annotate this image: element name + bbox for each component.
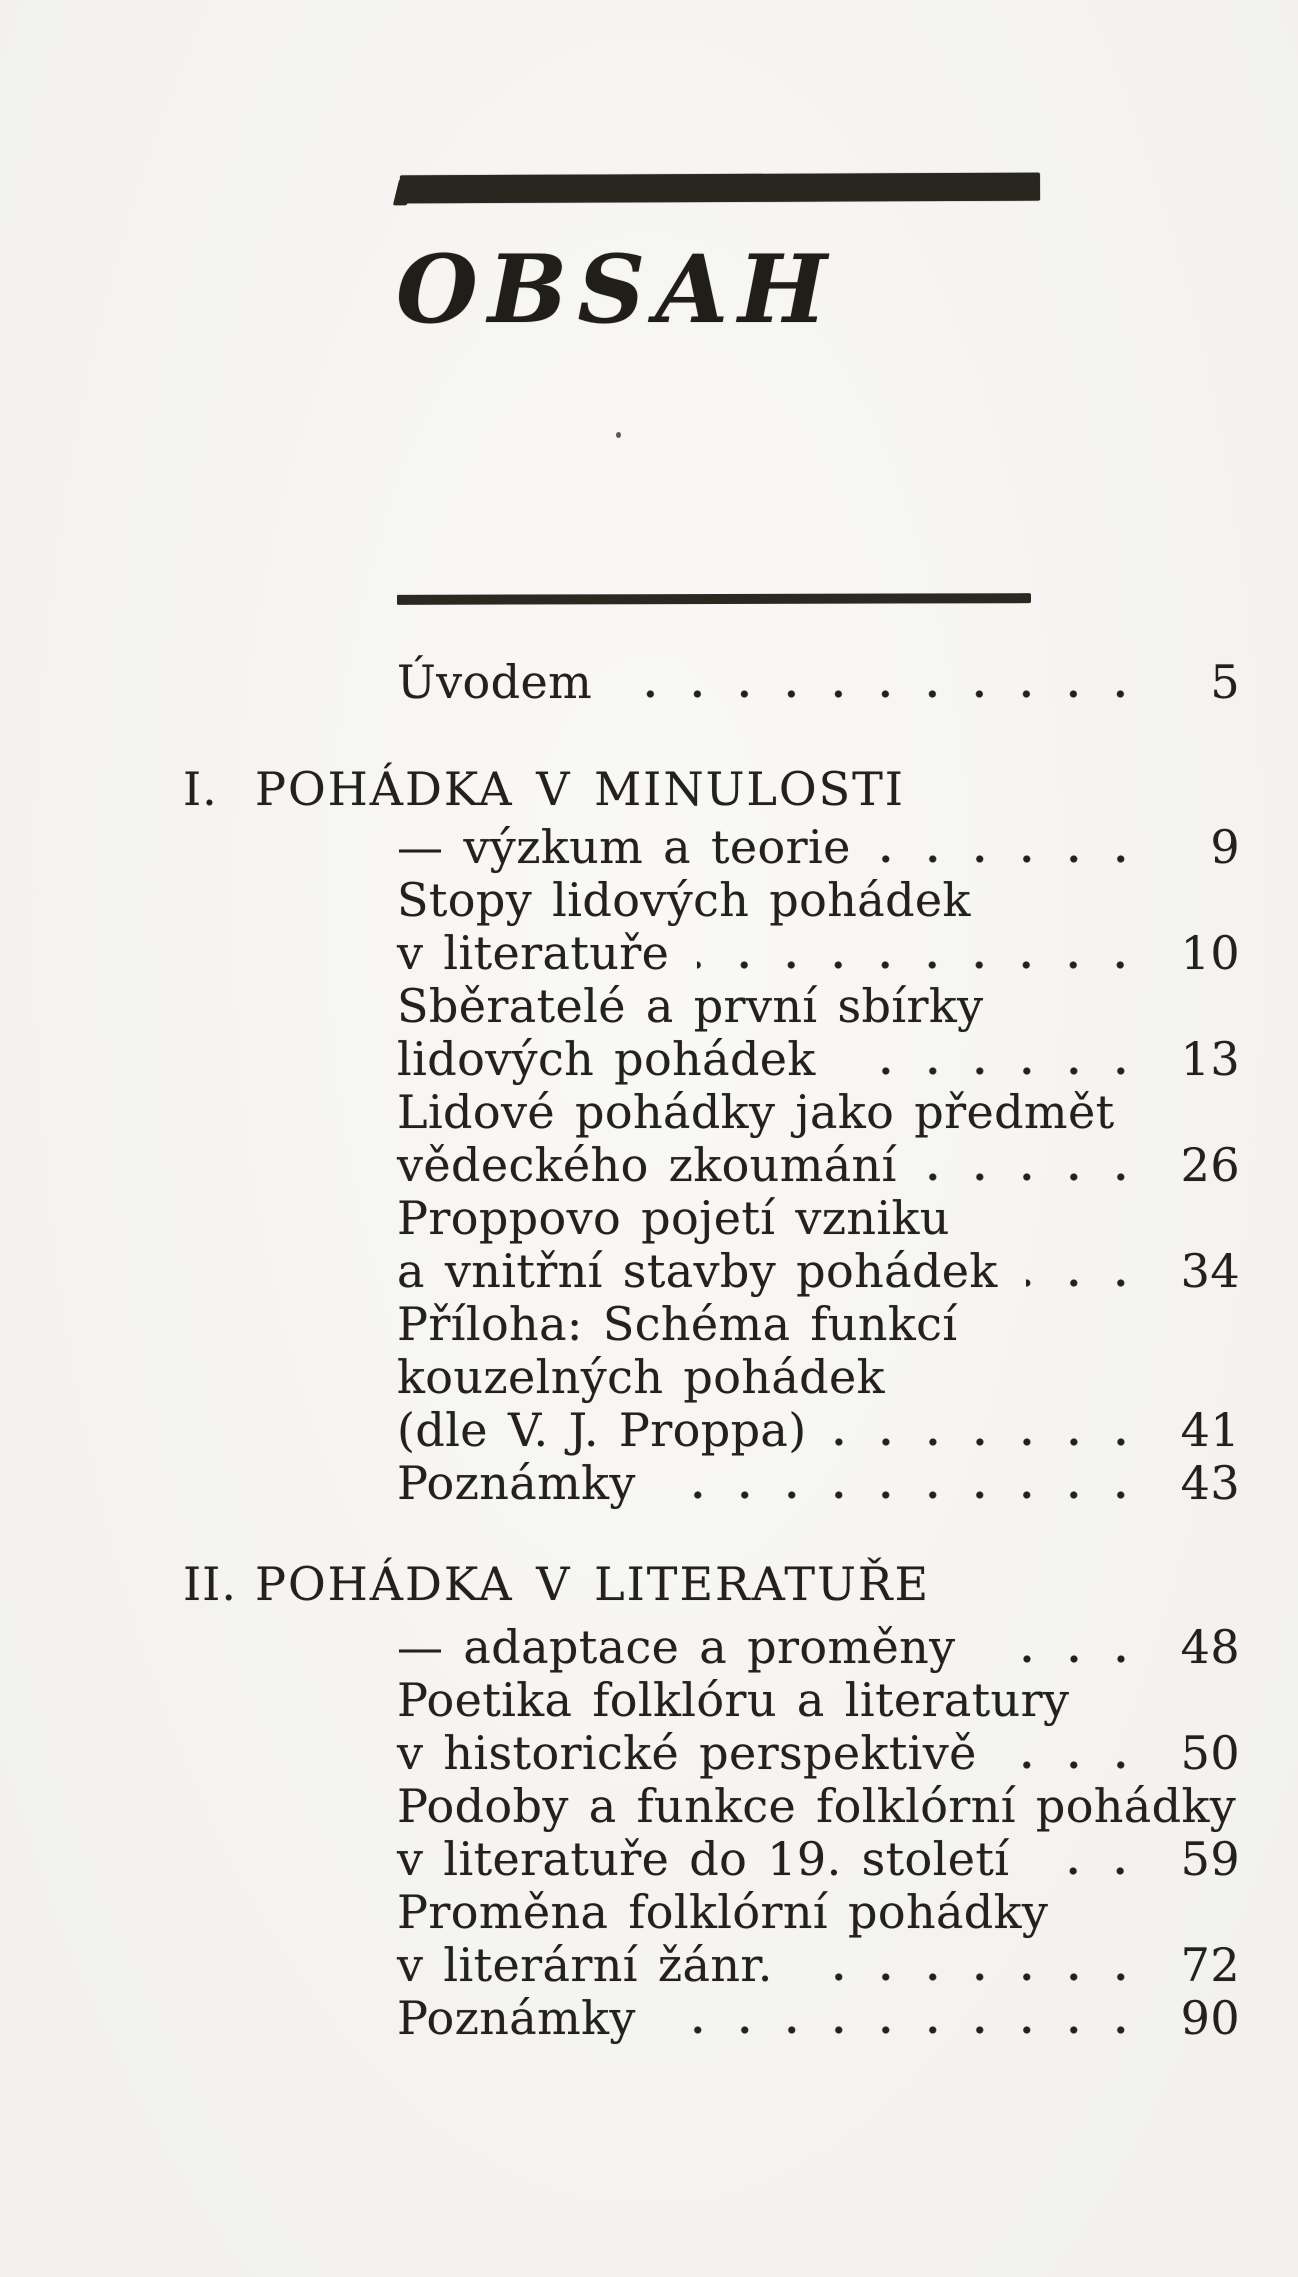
toc-entry	[397, 1405, 1240, 1455]
entry-text: — výzkum a teorie	[397, 820, 851, 874]
page-number: 13	[1180, 1032, 1240, 1086]
entry-text: Úvodem	[397, 655, 593, 709]
toc-entry	[397, 928, 1240, 978]
page-number: 72	[1180, 1938, 1240, 1992]
dot-leader	[801, 1972, 1144, 1982]
dot-leader	[844, 1066, 1144, 1076]
dot-leader	[697, 960, 1144, 970]
entry-text: Poznámky	[397, 1456, 636, 1510]
page-number: 59	[1180, 1832, 1240, 1886]
dot-leader	[879, 854, 1144, 864]
toc-entry	[397, 1940, 1240, 1990]
toc-entry	[397, 1781, 1240, 1831]
toc-entry	[397, 1834, 1240, 1884]
entry-text: Podoby a funkce folklórní pohádky	[397, 1779, 1237, 1833]
toc-entry	[397, 981, 1240, 1031]
page-number: 43	[1180, 1456, 1240, 1510]
toc-entry	[397, 1993, 1240, 2043]
entry-text: v literatuře	[397, 926, 670, 980]
section-title: POHÁDKA V LITERATUŘE	[255, 1557, 931, 1611]
dot-leader	[664, 1490, 1144, 1500]
page-number: 9	[1210, 820, 1240, 874]
entry-text: (dle V. J. Proppa)	[397, 1403, 807, 1457]
entry-text: vědeckého zkoumání	[397, 1138, 897, 1192]
toc-entry	[397, 1299, 1240, 1349]
entry-text: v literatuře do 19. století	[397, 1832, 1010, 1886]
page-number: 10	[1180, 926, 1240, 980]
toc-entry	[397, 1728, 1240, 1778]
page-title: OBSAH	[396, 235, 837, 345]
entry-text: v literární žánr.	[397, 1938, 773, 1992]
dot-leader	[984, 1654, 1144, 1664]
entry-text: Proměna folklórní pohádky	[397, 1885, 1049, 1939]
dot-leader	[1005, 1760, 1144, 1770]
entry-text: — adaptace a proměny	[397, 1620, 956, 1674]
dot-leader	[1026, 1278, 1144, 1288]
toc-entry	[397, 1458, 1240, 1508]
page-number: 34	[1180, 1244, 1240, 1298]
toc-entry	[397, 875, 1240, 925]
entry-text: Poetika folklóru a literatury	[397, 1673, 1070, 1727]
toc-entry	[397, 1675, 1240, 1725]
entry-text: v historické perspektivě	[397, 1726, 977, 1780]
entry-text: Poznámky	[397, 1991, 636, 2045]
toc-entry	[397, 1622, 1240, 1672]
dot-leader	[664, 2025, 1144, 2035]
page-number: 48	[1180, 1620, 1240, 1674]
entry-text: Lidové pohádky jako předmět	[397, 1085, 1115, 1139]
entry-text: kouzelných pohádek	[397, 1350, 885, 1404]
toc-entry-intro	[397, 657, 1240, 707]
dot-leader	[835, 1437, 1144, 1447]
page-number: 90	[1180, 1991, 1240, 2045]
toc-entry	[397, 1246, 1240, 1296]
toc-entry	[397, 1087, 1240, 1137]
toc-entry	[397, 1034, 1240, 1084]
page-number: 41	[1180, 1403, 1240, 1457]
section-heading-ii	[183, 1559, 930, 1609]
section-heading-i	[183, 764, 905, 814]
toc-entry	[397, 1887, 1240, 1937]
section-numeral: II.	[183, 1557, 237, 1611]
dot-leader	[925, 1172, 1144, 1182]
page-number: 5	[1210, 655, 1240, 709]
entry-text: a vnitřní stavby pohádek	[397, 1244, 998, 1298]
toc-entry	[397, 1140, 1240, 1190]
section-title: POHÁDKA V MINULOSTI	[255, 762, 905, 816]
entry-text: Příloha: Schéma funkcí	[397, 1297, 958, 1351]
section-numeral: I.	[183, 762, 218, 816]
dot-leader	[1037, 1866, 1144, 1876]
entry-text: Proppovo pojetí vzniku	[397, 1191, 950, 1245]
page-number: 26	[1180, 1138, 1240, 1192]
toc-entry	[397, 1352, 1240, 1402]
page-number: 50	[1180, 1726, 1240, 1780]
toc-entry	[397, 1193, 1240, 1243]
entry-text: lidových pohádek	[397, 1032, 816, 1086]
entry-text: Stopy lidových pohádek	[397, 873, 971, 927]
toc-entry	[397, 822, 1240, 872]
entry-text: Sběratelé a první sbírky	[397, 979, 984, 1033]
dot-leader	[620, 689, 1144, 699]
